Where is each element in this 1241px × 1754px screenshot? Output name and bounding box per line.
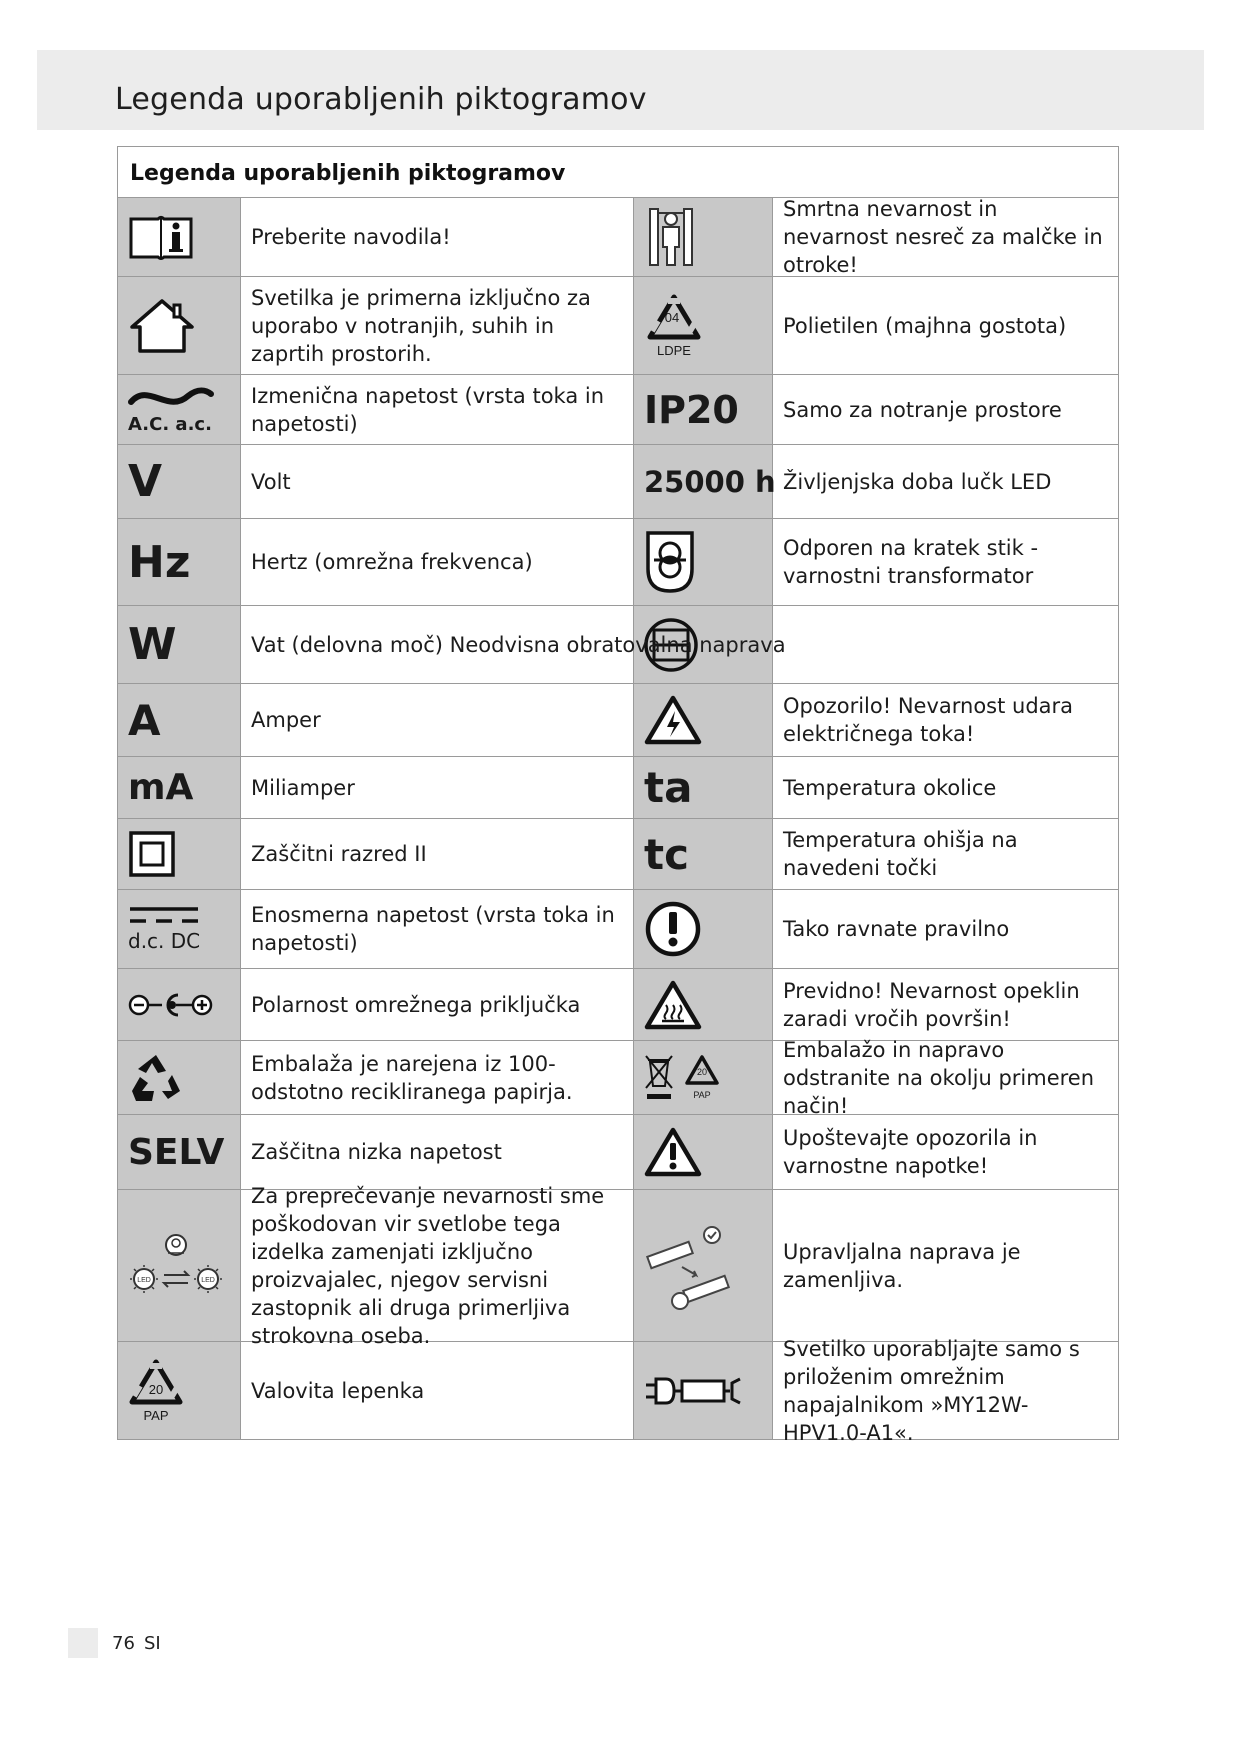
svg-text:LED: LED xyxy=(201,1276,215,1284)
recycle-code: 04 xyxy=(664,309,680,325)
legend-text: Izmenična napetost (vrsta toka in napetosti) xyxy=(251,383,605,436)
table-row xyxy=(118,606,1118,684)
page-number: 76 xyxy=(112,1633,135,1654)
child-danger-icon xyxy=(633,198,773,276)
legend-text: Upoštevajte opozorila in varnostne napotke! xyxy=(783,1126,1038,1178)
legend-text: Življenjska doba lučk LED xyxy=(783,469,1052,494)
legend-text: Svetilka je primerna izključno za uporabo v notranjih, suhih in zaprtih prostorih. xyxy=(251,285,591,366)
legend-title: Legenda uporabljenih piktogramov xyxy=(118,147,1118,198)
legend-text-cell xyxy=(241,606,786,683)
table-row xyxy=(118,1336,1118,1445)
dc-icon xyxy=(118,890,241,968)
table-row xyxy=(118,445,1118,519)
polarity-icon xyxy=(118,969,241,1040)
house-icon xyxy=(118,277,241,374)
ampere-symbol: A xyxy=(118,684,241,756)
table-row xyxy=(118,757,1118,819)
recycle-label: LDPE xyxy=(657,342,691,358)
table-row xyxy=(118,684,1118,757)
language-code: SI xyxy=(144,1633,161,1654)
led-replacement-icon xyxy=(118,1190,241,1341)
ac-label: A.C. a.c. xyxy=(128,413,212,435)
book-info-icon xyxy=(118,198,241,276)
legend-text: Opozorilo! Nevarnost udara električnega toka! xyxy=(783,694,1074,746)
ambient-temperature-symbol: ta xyxy=(633,757,773,818)
lifetime-symbol: 25000 h xyxy=(633,445,773,518)
legend-text: Enosmerna napetost (vrsta toka in napetosti) xyxy=(251,903,615,955)
table-row xyxy=(118,375,1118,445)
legend-text xyxy=(773,606,1117,683)
svg-text:LED: LED xyxy=(137,1276,151,1284)
milliampere-symbol: mA xyxy=(118,757,241,818)
protection-class-2-icon xyxy=(118,819,241,889)
recycle-code: 20 xyxy=(148,1381,164,1397)
legend-text: Embalažo in napravo odstranite na okolju primeren način! xyxy=(783,1037,1095,1118)
legend-text: Embalaža je narejena iz 100-odstotno recikliranega papirja. xyxy=(251,1051,573,1104)
legend-text: Zaščitna nizka napetost xyxy=(251,1140,502,1164)
recycle-code: 20 xyxy=(696,1066,707,1077)
table-row xyxy=(118,969,1118,1041)
legend-text: Hertz (omrežna frekvenca) xyxy=(251,550,533,574)
page-marker xyxy=(68,1628,98,1658)
watt-symbol: W xyxy=(118,606,241,683)
legend-text: Volt xyxy=(251,469,291,494)
recycle-icon xyxy=(118,1041,241,1114)
legend-text: Tako ravnate pravilno xyxy=(783,917,1010,941)
recycle-label: PAP xyxy=(143,1407,169,1423)
volt-symbol: V xyxy=(118,445,241,518)
ac-wave-icon xyxy=(118,375,241,444)
legend-text: Polietilen (majhna gostota) xyxy=(783,313,1067,338)
power-adapter-icon xyxy=(633,1342,773,1439)
legend-text: Previdno! Nevarnost opeklin zaradi vročih površin! xyxy=(783,978,1080,1031)
safety-transformer-icon xyxy=(633,519,773,605)
table-row xyxy=(118,819,1118,890)
legend-text: Preberite navodila! xyxy=(251,225,451,249)
dc-label: d.c. DC xyxy=(128,929,201,953)
legend-text: Valovita lepenka xyxy=(251,1378,425,1403)
selv-symbol: SELV xyxy=(118,1115,241,1189)
pictogram-legend-table xyxy=(117,146,1119,1445)
recycle-ldpe-icon xyxy=(633,277,773,374)
legend-text: Zaščitni razred II xyxy=(251,842,427,866)
legend-text: Vat (delovna moč) Neodvisna obratovalna naprava xyxy=(251,632,786,657)
table-row xyxy=(118,1037,1118,1118)
table-row xyxy=(118,1183,1118,1348)
recycle-label: PAP xyxy=(693,1089,711,1100)
legend-text: Amper xyxy=(251,708,321,732)
hot-surface-warning-icon xyxy=(633,969,773,1040)
table-row xyxy=(118,519,1118,606)
legend-text: Polarnost omrežnega priključka xyxy=(251,992,581,1017)
case-temperature-symbol: tc xyxy=(633,819,773,889)
legend-text: Za preprečevanje nevarnosti sme poškodovan vir svetlobe tega izdelka zamenjati izključno proizvajalec, njegov servisni zastopnik ali druga primerljiva strokovna oseba. xyxy=(251,1183,605,1348)
legend-text: Smrtna nevarnost in nevarnost nesreč za malčke in otroke! xyxy=(783,197,1103,277)
electric-shock-warning-icon xyxy=(633,684,773,756)
table-row xyxy=(118,198,1118,277)
table-row xyxy=(118,277,1118,375)
disposal-icon xyxy=(633,1041,773,1114)
page-title: Legenda uporabljenih piktogramov xyxy=(115,82,647,117)
table-row xyxy=(118,890,1118,969)
table-row xyxy=(118,1115,1118,1190)
legend-text: Miliamper xyxy=(251,775,355,800)
ip20-symbol: IP20 xyxy=(633,375,773,444)
recycle-pap-icon xyxy=(118,1342,241,1439)
exclamation-circle-icon xyxy=(633,890,773,968)
legend-text: Temperatura ohišja na navedeni točki xyxy=(783,828,1018,880)
hertz-symbol: Hz xyxy=(118,519,241,605)
warning-triangle-icon xyxy=(633,1115,773,1189)
legend-text: Temperatura okolice xyxy=(783,775,997,800)
legend-text: Odporen na kratek stik - varnostni transformator xyxy=(783,536,1039,588)
legend-text: Samo za notranje prostore xyxy=(783,397,1062,422)
replaceable-gear-icon xyxy=(633,1190,773,1341)
legend-text: Svetilko uporabljajte samo s priloženim omrežnim napajalnikom »MY12W-HPV1.0-A1«. xyxy=(783,1336,1080,1445)
legend-text: Upravljalna naprava je zamenljiva. xyxy=(783,1239,1021,1292)
